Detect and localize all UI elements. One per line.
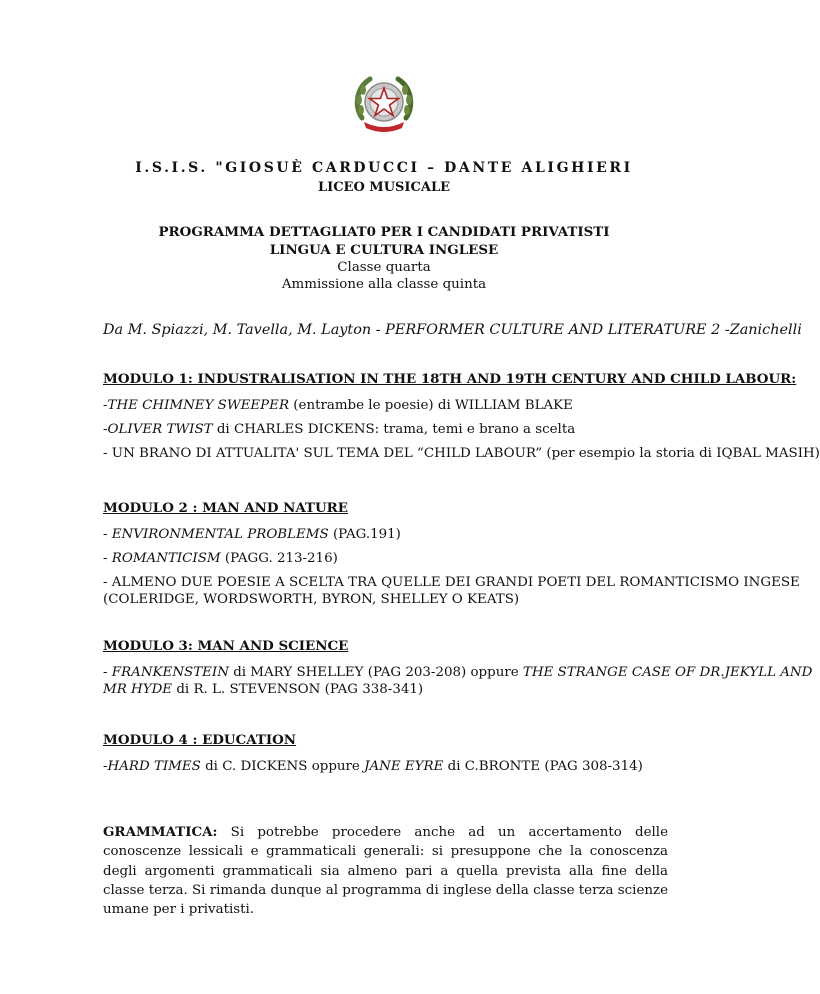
- module-title: MODULO 1: INDUSTRALISATION IN THE 18TH AND 19TH CENTURY AND CHILD LABOUR:: [103, 371, 797, 387]
- module-1: [103, 371, 820, 461]
- grammar-label: GRAMMATICA:: [103, 824, 218, 840]
- italian-republic-emblem-icon: [350, 70, 418, 138]
- module-item: - ENVIRONMENTAL PROBLEMS (PAG.191): [103, 527, 401, 542]
- module-3: [103, 638, 813, 697]
- admission-label: Ammissione alla classe quinta: [281, 277, 487, 292]
- subject-title: LINGUA E CULTURA INGLESE: [269, 242, 499, 258]
- module-4: [103, 732, 673, 774]
- school-subtitle: LICEO MUSICALE: [317, 180, 450, 195]
- module-item: - UN BRANO DI ATTUALITA' SUL TEMA DEL “CHILD LABOUR” (per esempio la storia di IQBAL MASIH): [103, 446, 820, 461]
- module-title: MODULO 4 : EDUCATION: [103, 732, 297, 748]
- module-item: MR HYDE di R. L. STEVENSON (PAG 338-341): [103, 682, 424, 697]
- module-item: -THE CHIMNEY SWEEPER (entrambe le poesie) di WILLIAM BLAKE: [103, 398, 573, 413]
- module-item: -HARD TIMES di C. DICKENS oppure JANE EYRE di C.BRONTE (PAG 308-314): [103, 759, 643, 774]
- textbook-source: Da M. Spiazzi, M. Tavella, M. Layton - PERFORMER CULTURE AND LITERATURE 2 -Zanichelli: [103, 322, 802, 338]
- module-item: (COLERIDGE, WORDSWORTH, BYRON, SHELLEY O KEATS): [103, 592, 520, 607]
- module-item: - ROMANTICISM (PAGG. 213-216): [103, 551, 338, 566]
- grammar-paragraph: [103, 823, 668, 919]
- module-title: MODULO 2 : MAN AND NATURE: [103, 500, 348, 516]
- grammar-text: Si potrebbe procedere anche ad un accertamento delle conoscenze lessicali e grammaticali generali: si presuppone che la conoscenza degli argomenti grammaticali sia almeno pari a quella prevista alla fine della classe terza. Si rimanda dunque al programma di inglese della classe terza scienze umane per i privatisti.: [103, 825, 668, 918]
- module-item: -OLIVER TWIST di CHARLES DICKENS: trama, temi e brano a scelta: [103, 422, 576, 437]
- class-label: Classe quarta: [337, 260, 431, 275]
- school-name: I.S.I.S. "GIOSUÈ CARDUCCI – DANTE ALIGHIERI: [135, 160, 633, 176]
- module-title: MODULO 3: MAN AND SCIENCE: [103, 638, 349, 654]
- program-title: PROGRAMMA DETTAGLIAT0 PER I CANDIDATI PRIVATISTI: [158, 224, 610, 240]
- module-item: - ALMENO DUE POESIE A SCELTA TRA QUELLE DEI GRANDI POETI DEL ROMANTICISMO INGESE: [103, 575, 800, 590]
- module-item: - FRANKENSTEIN di MARY SHELLEY (PAG 203-208) oppure THE STRANGE CASE OF DR.JEKYLL AND: [103, 665, 813, 680]
- module-2: [103, 500, 800, 607]
